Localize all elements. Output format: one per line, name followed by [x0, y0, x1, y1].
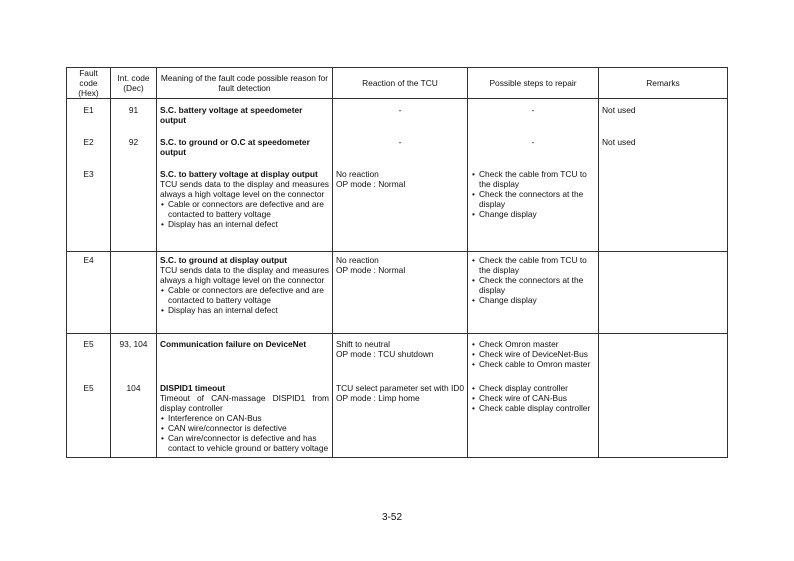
fault-description: TCU sends data to the display and measures always a high voltage level on the connector: [160, 179, 329, 199]
repair-steps: -: [468, 99, 599, 136]
list-item: • Cable or connectors are defective and are contacted to battery voltage: [160, 285, 329, 305]
fault-title: S.C. to battery voltage at display output: [160, 169, 318, 179]
fault-description: TCU sends data to the display and measures always a high voltage level on the connector: [160, 265, 329, 285]
repair-steps-list: [471, 383, 595, 413]
fault-description: Timeout of CAN-massage DISPID1 from display controller: [160, 393, 329, 413]
table-header-row: [67, 68, 728, 99]
list-item: • Check the connectors at the display: [471, 189, 595, 209]
fault-code: E5: [67, 334, 111, 378]
list-item: • Check wire of CAN-Bus: [471, 393, 595, 403]
fault-title: S.C. to ground or O.C at speedometer output: [160, 137, 310, 157]
cause-list: [160, 285, 329, 315]
list-item: • Check display controller: [471, 383, 595, 393]
page-number: 3-52: [382, 512, 403, 523]
fault-code: E2: [67, 135, 111, 167]
list-item: • Interference on CAN-Bus: [160, 413, 329, 423]
repair-steps-list: [471, 339, 595, 369]
int-code: [111, 252, 157, 334]
cause-list: [160, 413, 329, 453]
fault-code: E3: [67, 167, 111, 252]
table-row: [67, 167, 728, 252]
repair-steps-list: [471, 169, 595, 219]
fault-code: E4: [67, 252, 111, 334]
table-row: [67, 334, 728, 378]
op-mode: OP mode : TCU shutdown: [336, 349, 434, 359]
reaction-line: TCU select parameter set with ID0: [336, 383, 464, 393]
fault-code-table: [66, 67, 728, 458]
header-steps: Possible steps to repair: [468, 68, 599, 99]
list-item: • Change display: [471, 295, 595, 305]
int-code: 92: [111, 135, 157, 167]
list-item: • Change display: [471, 209, 595, 219]
remarks: Not used: [599, 135, 728, 167]
list-item: • Display has an internal defect: [160, 219, 329, 229]
list-item: • Can wire/connector is defective and has contact to vehicle ground or battery voltage: [160, 433, 329, 453]
fault-title: S.C. battery voltage at speedometer output: [160, 105, 303, 125]
reaction-line: Shift to neutral: [336, 339, 391, 349]
fault-title: DISPID1 timeout: [160, 383, 226, 393]
remarks: [599, 252, 728, 334]
int-code: 104: [111, 377, 157, 458]
list-item: • Check cable display controller: [471, 403, 595, 413]
reaction-line: No reaction: [336, 169, 379, 179]
op-mode: OP mode : Normal: [336, 179, 406, 189]
list-item: • Check Omron master: [471, 339, 595, 349]
repair-steps: -: [468, 135, 599, 167]
cause-list: [160, 199, 329, 229]
op-mode: OP mode : Normal: [336, 265, 406, 275]
header-remarks: Remarks: [599, 68, 728, 99]
reaction: -: [333, 135, 468, 167]
header-meaning: Meaning of the fault code possible reason for fault detection: [157, 68, 333, 99]
int-code: 91: [111, 99, 157, 136]
table-row: [67, 135, 728, 167]
reaction: -: [333, 99, 468, 136]
fault-code: E1: [67, 99, 111, 136]
header-reaction: Reaction of the TCU: [333, 68, 468, 99]
header-int-code: Int. code (Dec): [111, 68, 157, 99]
list-item: • CAN wire/connector is defective: [160, 423, 329, 433]
remarks: Not used: [599, 99, 728, 136]
fault-code: E5: [67, 377, 111, 458]
list-item: • Display has an internal defect: [160, 305, 329, 315]
int-code: 93, 104: [111, 334, 157, 378]
op-mode: OP mode : Limp home: [336, 393, 420, 403]
fault-title: Communication failure on DeviceNet: [160, 339, 307, 349]
remarks: [599, 167, 728, 252]
remarks: [599, 334, 728, 378]
repair-steps-list: [471, 255, 595, 305]
list-item: • Check the cable from TCU to the display: [471, 169, 595, 189]
table-row: [67, 252, 728, 334]
int-code: [111, 167, 157, 252]
list-item: • Check wire of DeviceNet-Bus: [471, 349, 595, 359]
fault-title: S.C. to ground at display output: [160, 255, 288, 265]
list-item: • Check the connectors at the display: [471, 275, 595, 295]
table-row: [67, 99, 728, 136]
header-fault-code: Fault code (Hex): [67, 68, 111, 99]
remarks: [599, 377, 728, 458]
list-item: • Check cable to Omron master: [471, 359, 595, 369]
list-item: • Cable or connectors are defective and are contacted to battery voltage: [160, 199, 329, 219]
list-item: • Check the cable from TCU to the display: [471, 255, 595, 275]
table-row: [67, 377, 728, 458]
reaction-line: No reaction: [336, 255, 379, 265]
